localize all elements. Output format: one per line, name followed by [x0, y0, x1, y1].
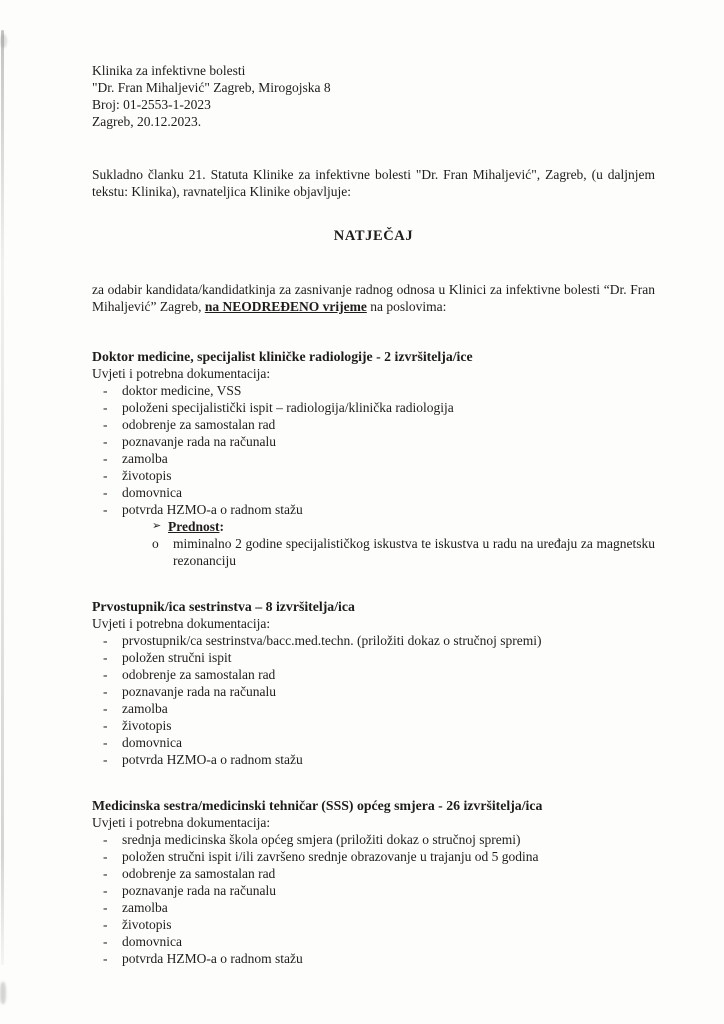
- dash-bullet: -: [103, 502, 108, 517]
- letterhead-reference-number: Broj: 01-2553-1-2023: [92, 97, 211, 112]
- job-section: [92, 797, 655, 967]
- advantage-block: [92, 518, 655, 569]
- list-item-text: zamolba: [122, 900, 168, 915]
- list-item-text: položen stručni ispit i/ili završeno srednje obrazovanje u trajanju od 5 godina: [122, 849, 539, 864]
- list-item: [92, 916, 655, 933]
- requirements-list: [92, 632, 655, 768]
- list-item: [92, 632, 655, 649]
- requirements-label: Uvjeti i potrebna dokumentacija:: [92, 616, 271, 631]
- dash-bullet: -: [103, 650, 108, 665]
- list-item: [92, 450, 655, 467]
- scan-artifact-left-edge: [1, 30, 4, 965]
- list-item: [92, 950, 655, 967]
- dash-bullet: -: [103, 667, 108, 682]
- list-item-text: miminalno 2 godine specijalističkog iskustva te iskustva u radu na uređaju za magnetsku rezonanciju: [173, 536, 655, 568]
- job-heading: Medicinska sestra/medicinski tehničar (SSS) općeg smjera - 26 izvršitelja/ica: [92, 798, 543, 813]
- dash-bullet: -: [103, 735, 108, 750]
- list-item-text: domovnica: [122, 934, 182, 949]
- subject-text-before: za odabir kandidata/kandidatkinja za zasnivanje radnog odnosa u Klinici za infektivne bolesti “Dr. Fran Mihaljević” Zagreb,: [92, 282, 655, 314]
- subject-emphasis: na NEODREĐENO vrijeme: [204, 299, 367, 314]
- list-item: [92, 535, 655, 569]
- list-item: [92, 831, 655, 848]
- subject-paragraph: [92, 281, 655, 315]
- list-item-text: zamolba: [122, 701, 168, 716]
- list-item: [92, 484, 655, 501]
- dash-bullet: -: [103, 883, 108, 898]
- job-sections: [92, 348, 655, 967]
- list-item: [92, 683, 655, 700]
- dash-bullet: -: [103, 701, 108, 716]
- advantage-list: [92, 535, 655, 569]
- list-item-text: potvrda HZMO-a o radnom stažu: [122, 502, 303, 517]
- list-item-text: položeni specijalistički ispit – radiologija/klinička radiologija: [122, 400, 454, 415]
- requirements-label: Uvjeti i potrebna dokumentacija:: [92, 366, 271, 381]
- advantage-label: Prednost: [168, 519, 220, 534]
- dash-bullet: -: [103, 832, 108, 847]
- intro-paragraph: Sukladno članku 21. Statuta Klinike za infektivne bolesti "Dr. Fran Mihaljević", Zagreb, (u daljnjem tekstu: Klinika), ravnateljica Klinike objavljuje:: [92, 167, 655, 199]
- list-item-text: srednja medicinska škola općeg smjera (priložiti dokaz o stručnoj spremi): [122, 832, 521, 847]
- dash-bullet: -: [103, 718, 108, 733]
- dash-bullet: -: [103, 866, 108, 881]
- list-item-text: poznavanje rada na računalu: [122, 883, 277, 898]
- list-item: [92, 649, 655, 666]
- list-item: [92, 700, 655, 717]
- dash-bullet: -: [103, 451, 108, 466]
- list-item-text: poznavanje rada na računalu: [122, 684, 277, 699]
- list-item: [92, 734, 655, 751]
- list-item: [92, 433, 655, 450]
- dash-bullet: -: [103, 684, 108, 699]
- list-item: [92, 399, 655, 416]
- list-item-text: zamolba: [122, 451, 168, 466]
- dash-bullet: -: [103, 934, 108, 949]
- list-item: [92, 382, 655, 399]
- requirements-list: [92, 382, 655, 518]
- requirements-list: [92, 831, 655, 967]
- letterhead-institution: Klinika za infektivne bolesti: [92, 63, 246, 78]
- list-item-text: potvrda HZMO-a o radnom stažu: [122, 951, 303, 966]
- list-item: [92, 666, 655, 683]
- list-item-text: prvostupnik/ca sestrinstva/bacc.med.techn. (priložiti dokaz o stručnoj spremi): [122, 633, 542, 648]
- list-item: [92, 848, 655, 865]
- dash-bullet: -: [103, 849, 108, 864]
- list-item: [92, 717, 655, 734]
- document-title: NATJEČAJ: [333, 228, 414, 244]
- list-item-text: potvrda HZMO-a o radnom stažu: [122, 752, 303, 767]
- list-item-text: doktor medicine, VSS: [122, 383, 242, 398]
- list-item: [92, 882, 655, 899]
- list-item-text: poznavanje rada na računalu: [122, 434, 277, 449]
- dash-bullet: -: [103, 951, 108, 966]
- dash-bullet: -: [103, 400, 108, 415]
- dash-bullet: -: [103, 485, 108, 500]
- list-item: [92, 751, 655, 768]
- list-item-text: odobrenje za samostalan rad: [122, 667, 276, 682]
- list-item-text: životopis: [122, 718, 172, 733]
- dash-bullet: -: [103, 917, 108, 932]
- job-heading: Prvostupnik/ica sestrinstva – 8 izvršitelja/ica: [92, 599, 355, 614]
- job-section: [92, 348, 655, 569]
- list-item: [92, 501, 655, 518]
- list-item-text: životopis: [122, 468, 172, 483]
- dash-bullet: -: [103, 417, 108, 432]
- requirements-label: Uvjeti i potrebna dokumentacija:: [92, 815, 271, 830]
- letterhead-date: Zagreb, 20.12.2023.: [92, 114, 202, 129]
- subject-text-after: na poslovima:: [366, 299, 447, 314]
- list-item-text: domovnica: [122, 485, 182, 500]
- list-item-text: odobrenje za samostalan rad: [122, 417, 276, 432]
- arrow-bullet-icon: ➢: [152, 520, 162, 532]
- advantage-heading: [92, 518, 655, 535]
- list-item: [92, 933, 655, 950]
- list-item: [92, 865, 655, 882]
- list-item-text: odobrenje za samostalan rad: [122, 866, 276, 881]
- letterhead-address: "Dr. Fran Mihaljević" Zagreb, Mirogojska 8: [92, 80, 331, 95]
- job-section: [92, 598, 655, 768]
- scan-artifact-top-left: [0, 34, 7, 48]
- list-item: [92, 416, 655, 433]
- job-heading: Doktor medicine, specijalist kliničke radiologije - 2 izvršitelja/ice: [92, 349, 473, 364]
- dash-bullet: -: [103, 752, 108, 767]
- scan-artifact-bottom-left: [0, 982, 6, 1004]
- dash-bullet: -: [103, 468, 108, 483]
- dash-bullet: -: [103, 633, 108, 648]
- list-item-text: položen stručni ispit: [122, 650, 232, 665]
- list-item: [92, 467, 655, 484]
- circle-bullet: o: [152, 536, 159, 551]
- dash-bullet: -: [103, 434, 108, 449]
- list-item-text: životopis: [122, 917, 172, 932]
- advantage-colon: :: [219, 519, 225, 534]
- list-item-text: domovnica: [122, 735, 182, 750]
- list-item: [92, 899, 655, 916]
- dash-bullet: -: [103, 383, 108, 398]
- dash-bullet: -: [103, 900, 108, 915]
- letterhead: [92, 62, 655, 130]
